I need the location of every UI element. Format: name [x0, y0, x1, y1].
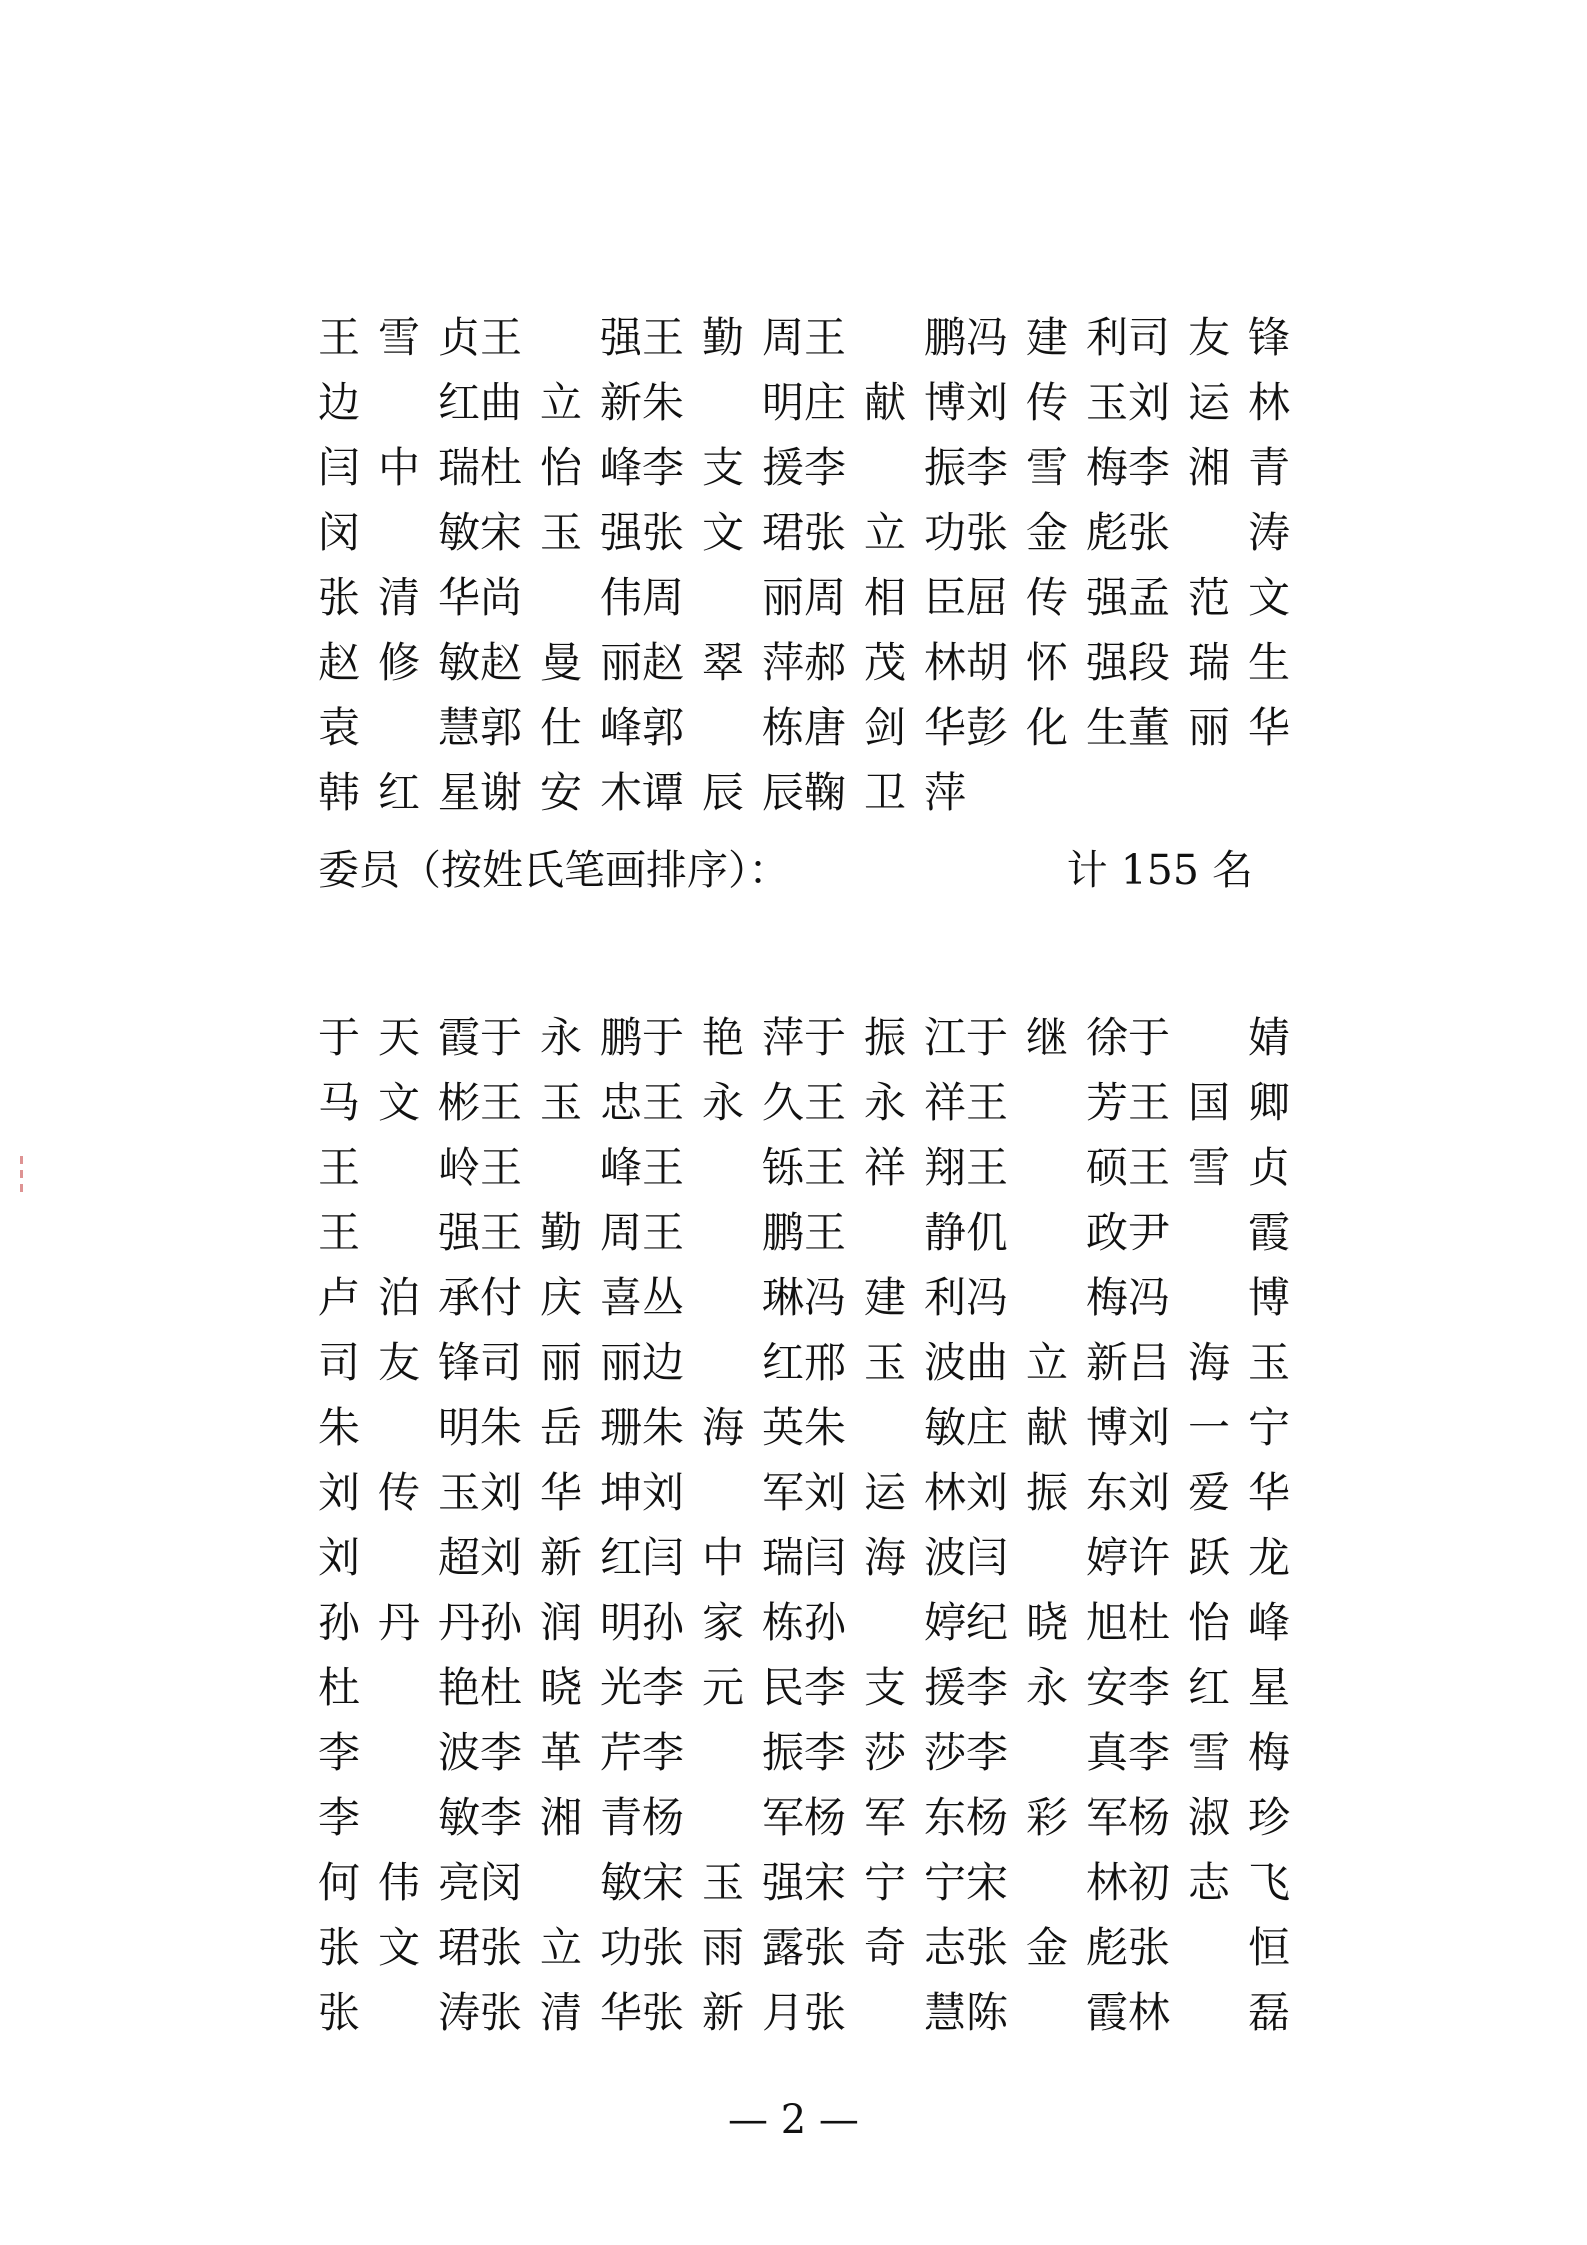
name-list-top [318, 305, 1290, 825]
person-name: 尚 伟 [480, 573, 642, 622]
name-row [318, 1070, 1290, 1135]
person-name: 彭 化 生 [966, 703, 1128, 752]
person-name: 杨 军 东 [804, 1793, 966, 1842]
person-name: 周 相 臣 [804, 573, 966, 622]
person-name: 张 清 华 [318, 573, 480, 622]
person-name: 闵 敏 [480, 1858, 642, 1907]
name-row [318, 370, 1290, 435]
person-name: 李 湘 青 [1128, 443, 1290, 492]
person-name: 于 继 徐 [966, 1013, 1128, 1062]
person-name: 赵 翠 萍 [642, 638, 804, 687]
person-name: 宋 林 [966, 1858, 1128, 1907]
name-row [318, 305, 1290, 370]
person-name: 王 国 卿 [1128, 1078, 1290, 1127]
person-name: 孙 丹 丹 [318, 1598, 480, 1647]
name-row [318, 1850, 1290, 1915]
person-name: 李 雪 梅 [1128, 1728, 1290, 1777]
person-name: 孙 家 栋 [642, 1598, 804, 1647]
person-name: 王 雪 贞 [318, 313, 480, 362]
person-name: 唐 剑 华 [804, 703, 966, 752]
person-name: 付 庆 喜 [480, 1273, 642, 1322]
person-name: 于 婧 [1128, 1013, 1290, 1062]
members-heading-title: 委员（按姓氏笔画排序）： [318, 846, 790, 894]
members-list [318, 1005, 1290, 2045]
person-name: 林 磊 [1128, 1988, 1290, 2037]
person-name: 段 瑞 生 [1128, 638, 1290, 687]
person-name: 刘 振 东 [966, 1468, 1128, 1517]
person-name: 王 永 久 [642, 1078, 804, 1127]
person-name: 赵 修 敏 [318, 638, 480, 687]
person-name: 于 艳 萍 [642, 1013, 804, 1062]
person-name: 李 振 [804, 443, 966, 492]
page-number: — 2 — [728, 2097, 859, 2143]
name-row [318, 1590, 1290, 1655]
person-name: 李 波 [318, 1728, 480, 1777]
name-row [318, 1330, 1290, 1395]
person-name: 胡 怀 强 [966, 638, 1128, 687]
person-name: 周 丽 [642, 573, 804, 622]
person-name: 张 慧 [804, 1988, 966, 2037]
person-name: 冯 建 利 [804, 1273, 966, 1322]
person-name: 宋 玉 强 [642, 1858, 804, 1907]
person-name: 王 勤 周 [642, 313, 804, 362]
person-name: 纪 晓 旭 [966, 1598, 1128, 1647]
person-name: 朱 明 [318, 1403, 480, 1452]
name-row [318, 1720, 1290, 1785]
person-name: 闫 中 瑞 [642, 1533, 804, 1582]
person-name: 张 新 月 [642, 1988, 804, 2037]
person-name: 张 清 华 [480, 1988, 642, 2037]
person-name: 何 伟 亮 [318, 1858, 480, 1907]
name-row [318, 1265, 1290, 1330]
person-name: 边 红 [642, 1338, 804, 1387]
person-name: 郭 仕 峰 [480, 703, 642, 752]
person-name: 刘 传 玉 [966, 378, 1128, 427]
person-name: 张 文 珺 [318, 1923, 480, 1972]
person-name: 李 敏 [318, 1793, 480, 1842]
person-name: 冯 博 [1128, 1273, 1290, 1322]
person-name: 刘 新 红 [480, 1533, 642, 1582]
person-name: 张 涛 [318, 1988, 480, 2037]
name-row [318, 1135, 1290, 1200]
person-name: 杜 艳 [318, 1663, 480, 1712]
person-name: 鞠 卫 萍 [804, 768, 966, 817]
person-name: 王 鹏 [804, 313, 966, 362]
person-name: 司 友 锋 [318, 1338, 480, 1387]
person-name: 朱 明 [642, 378, 804, 427]
person-name: 王 勤 周 [480, 1208, 642, 1257]
person-name: 闵 敏 [318, 508, 480, 557]
name-row [318, 1915, 1290, 1980]
name-row [318, 1460, 1290, 1525]
name-row [318, 565, 1290, 630]
person-name: 屈 传 强 [966, 573, 1128, 622]
person-name: 于 振 江 [804, 1013, 966, 1062]
person-name: 李 支 援 [642, 443, 804, 492]
name-row [318, 760, 1253, 825]
scan-artifact [20, 1150, 26, 1220]
person-name: 闫 婷 [966, 1533, 1128, 1582]
person-name: 李 革 芹 [480, 1728, 642, 1777]
name-row [318, 1200, 1290, 1265]
person-name: 王 强 [480, 313, 642, 362]
person-name: 刘 华 坤 [480, 1468, 642, 1517]
person-name: 袁 慧 [318, 703, 480, 752]
person-name: 韩 红 星 [318, 768, 480, 817]
members-heading [318, 838, 1253, 903]
person-name: 李 湘 青 [480, 1793, 642, 1842]
person-name: 李 红 星 [1128, 1663, 1290, 1712]
person-name: 张 恒 [1128, 1923, 1290, 1972]
person-name: 王 玉 忠 [480, 1078, 642, 1127]
person-name: 庄 献 博 [966, 1403, 1128, 1452]
person-name: 刘 运 林 [1128, 378, 1290, 427]
person-name: 孙 润 明 [480, 1598, 642, 1647]
person-name: 仉 政 [966, 1208, 1128, 1257]
person-name: 闫 中 瑞 [318, 443, 480, 492]
person-name: 杜 怡 峰 [1128, 1598, 1290, 1647]
name-row [318, 1785, 1290, 1850]
person-name: 司 丽 丽 [480, 1338, 642, 1387]
person-name: 孟 范 文 [1128, 573, 1290, 622]
person-name: 初 志 飞 [1128, 1858, 1290, 1907]
person-name: 闫 海 波 [804, 1533, 966, 1582]
person-name: 邢 玉 波 [804, 1338, 966, 1387]
person-name: 谭 辰 辰 [642, 768, 804, 817]
person-name: 李 真 [966, 1728, 1128, 1777]
members-count: 计 155 名 [1066, 846, 1253, 894]
person-name: 王 芳 [966, 1078, 1128, 1127]
person-name: 边 红 [318, 378, 480, 427]
person-name: 杜 怡 峰 [480, 443, 642, 492]
name-row [318, 1525, 1290, 1590]
person-name: 张 奇 志 [804, 1923, 966, 1972]
person-name: 王 铄 [642, 1143, 804, 1192]
person-name: 王 鹏 [642, 1208, 804, 1257]
person-name: 孙 婷 [804, 1598, 966, 1647]
person-name: 朱 海 英 [642, 1403, 804, 1452]
person-name: 董 丽 华 [1128, 703, 1290, 752]
person-name: 庄 献 博 [804, 378, 966, 427]
person-name: 张 雨 露 [642, 1923, 804, 1972]
person-name: 李 元 民 [642, 1663, 804, 1712]
person-name: 赵 曼 丽 [480, 638, 642, 687]
person-name: 陈 霞 [966, 1988, 1128, 2037]
person-name: 郝 茂 林 [804, 638, 966, 687]
person-name: 刘 传 玉 [318, 1468, 480, 1517]
person-name: 刘 军 [642, 1468, 804, 1517]
person-name: 张 立 功 [480, 1923, 642, 1972]
name-row [318, 435, 1290, 500]
person-name: 王 硕 [966, 1143, 1128, 1192]
person-name: 李 支 援 [804, 1663, 966, 1712]
person-name: 张 文 珺 [642, 508, 804, 557]
person-name: 刘 运 林 [804, 1468, 966, 1517]
person-name: 张 立 功 [804, 508, 966, 557]
person-name: 朱 敏 [804, 1403, 966, 1452]
person-name: 王 岭 [318, 1143, 480, 1192]
person-name: 杨 彩 军 [966, 1793, 1128, 1842]
person-name: 郭 栋 [642, 703, 804, 752]
person-name: 刘 爱 华 [1128, 1468, 1290, 1517]
person-name: 于 天 霞 [318, 1013, 480, 1062]
name-row [318, 1005, 1290, 1070]
person-name: 李 永 安 [966, 1663, 1128, 1712]
person-name: 宋 宁 宁 [804, 1858, 966, 1907]
person-name: 张 金 彪 [966, 1923, 1128, 1972]
person-name: 曲 立 新 [966, 1338, 1128, 1387]
person-name: 卢 泊 承 [318, 1273, 480, 1322]
person-name: 李 莎 莎 [804, 1728, 966, 1777]
person-name: 王 雪 贞 [1128, 1143, 1290, 1192]
person-name: 曲 立 新 [480, 378, 642, 427]
person-name: 张 涛 [1128, 508, 1290, 557]
name-row [318, 500, 1290, 565]
person-name: 杨 淑 珍 [1128, 1793, 1290, 1842]
name-row [318, 1655, 1290, 1720]
person-name: 王 峰 [480, 1143, 642, 1192]
person-name: 谢 安 木 [480, 768, 642, 817]
person-name: 于 永 鹏 [480, 1013, 642, 1062]
person-name: 尹 霞 [1128, 1208, 1290, 1257]
person-name: 冯 梅 [966, 1273, 1128, 1322]
person-name: 吕 海 玉 [1128, 1338, 1290, 1387]
person-name: 张 金 彪 [966, 508, 1128, 557]
person-name: 丛 琳 [642, 1273, 804, 1322]
name-row [318, 1395, 1290, 1460]
person-name: 杜 晓 光 [480, 1663, 642, 1712]
name-row [318, 1980, 1290, 2045]
person-name: 冯 建 利 [966, 313, 1128, 362]
person-name: 许 跃 龙 [1128, 1533, 1290, 1582]
name-row [318, 630, 1290, 695]
name-row [318, 695, 1290, 760]
person-name: 司 友 锋 [1128, 313, 1290, 362]
person-name: 马 文 彬 [318, 1078, 480, 1127]
person-name: 李 雪 梅 [966, 443, 1128, 492]
person-name: 杨 军 [642, 1793, 804, 1842]
person-name: 王 强 [318, 1208, 480, 1257]
person-name: 王 静 [804, 1208, 966, 1257]
person-name: 刘 超 [318, 1533, 480, 1582]
person-name: 朱 岳 珊 [480, 1403, 642, 1452]
person-name: 王 永 祥 [804, 1078, 966, 1127]
person-name: 王 祥 翔 [804, 1143, 966, 1192]
person-name: 刘 一 宁 [1128, 1403, 1290, 1452]
person-name: 宋 玉 强 [480, 508, 642, 557]
person-name: 李 振 [642, 1728, 804, 1777]
